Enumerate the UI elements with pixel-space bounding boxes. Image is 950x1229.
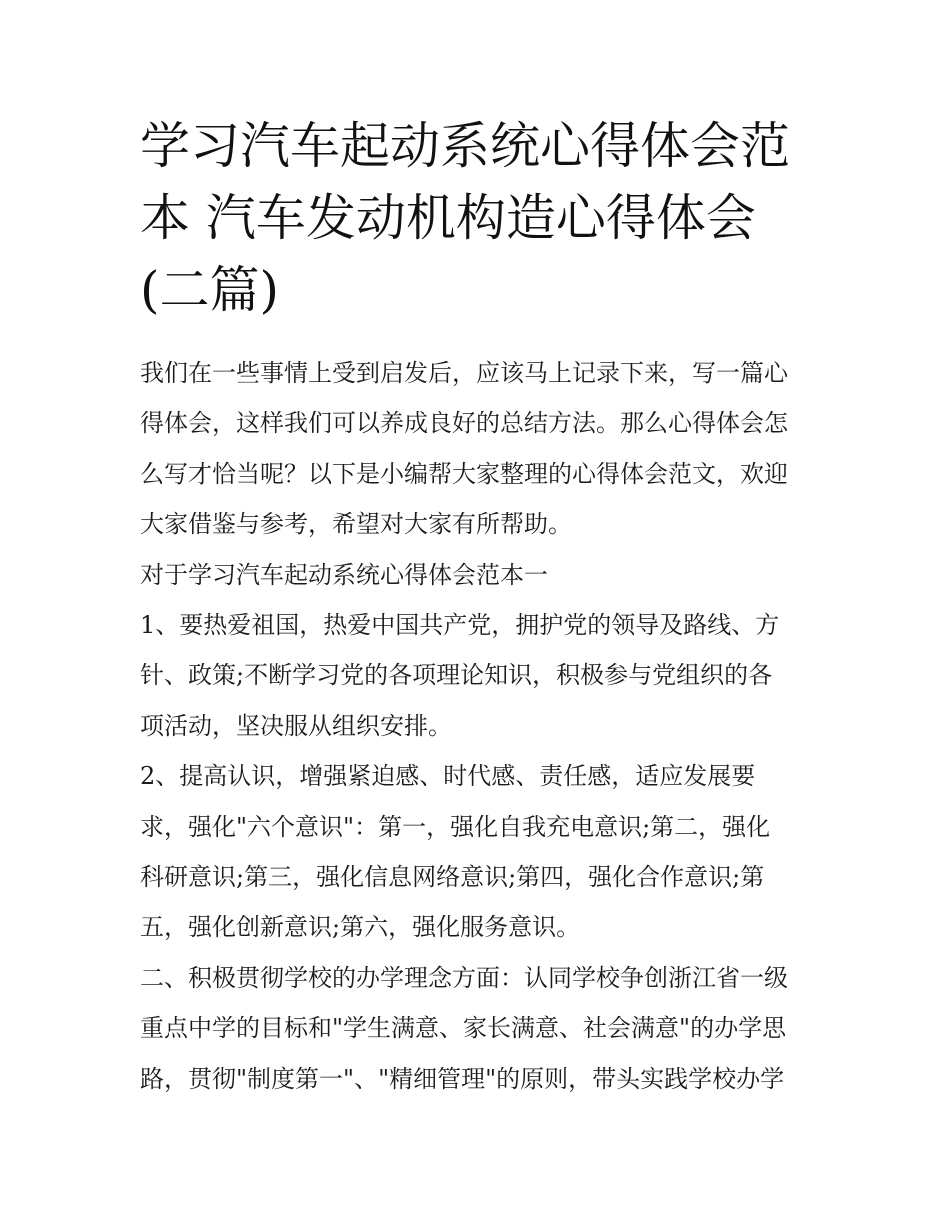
title-line: (二篇) <box>140 261 280 319</box>
paragraph-line: 路，贯彻"制度第一"、"精细管理"的原则，带头实践学校办学 <box>140 1064 785 1093</box>
paragraph-line: 科研意识;第三，强化信息网络意识;第四，强化合作意识;第 <box>140 863 765 892</box>
paragraph-line: 大家借鉴与参考，希望对大家有所帮助。 <box>140 510 572 539</box>
paragraph-line: 针、政策;不断学习党的各项理论知识，积极参与党组织的各 <box>140 661 773 690</box>
document-content <box>140 110 816 1104</box>
section-paragraph-2 <box>140 953 816 1104</box>
document-title <box>140 110 816 326</box>
paragraph-line: 对于学习汽车起动系统心得体会范本一 <box>140 560 548 589</box>
paragraph-line: 1、要热爱祖国，热爱中国共产党，拥护党的领导及路线、方 <box>140 611 780 640</box>
paragraph-line: 项活动，坚决服从组织安排。 <box>140 711 452 740</box>
paragraph-line: 五，强化创新意识;第六，强化服务意识。 <box>140 913 581 942</box>
section-heading <box>140 550 816 600</box>
paragraph-line: 2、提高认识，增强紧迫感、时代感、责任感，适应发展要 <box>140 762 756 791</box>
title-line: 本 汽车发动机构造心得体会 <box>140 189 756 247</box>
paragraph-line: 得体会，这样我们可以养成良好的总结方法。那么心得体会怎 <box>140 409 788 438</box>
item-paragraph-1 <box>140 600 816 751</box>
item-paragraph-2 <box>140 751 816 953</box>
paragraph-line: 求，强化"六个意识"：第一，强化自我充电意识;第二，强化 <box>140 812 771 841</box>
paragraph-line: 二、积极贯彻学校的办学理念方面：认同学校争创浙江省一级 <box>140 963 788 992</box>
paragraph-line: 重点中学的目标和"学生满意、家长满意、社会满意"的办学思 <box>140 1014 787 1043</box>
paragraph-line: 么写才恰当呢？以下是小编帮大家整理的心得体会范文，欢迎 <box>140 459 788 488</box>
document-body <box>140 348 816 1104</box>
title-line: 学习汽车起动系统心得体会范 <box>140 117 790 175</box>
paragraph-line: 我们在一些事情上受到启发后，应该马上记录下来，写一篇心 <box>140 359 788 387</box>
intro-paragraph <box>140 348 816 550</box>
